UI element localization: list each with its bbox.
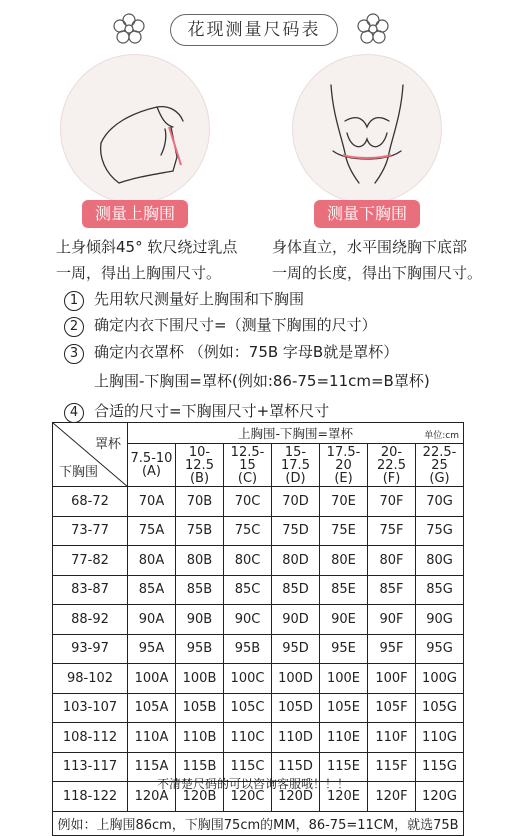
size-cell: 95B	[176, 634, 224, 664]
size-cell: 80F	[368, 546, 416, 576]
step-text: 合适的尺寸=下胸围尺寸+罩杯尺寸	[94, 402, 330, 420]
under-bust-label: 测量下胸围	[314, 200, 420, 228]
band-cell: 88-92	[53, 605, 128, 635]
size-cell: 85D	[272, 575, 320, 605]
size-cell: 85F	[368, 575, 416, 605]
cup-header-e	[320, 444, 368, 487]
cup-header-c	[224, 444, 272, 487]
size-cell: 85C	[224, 575, 272, 605]
cup-header-f	[368, 444, 416, 487]
size-cell: 75G	[416, 516, 464, 546]
size-table	[52, 422, 464, 836]
size-cell: 70A	[128, 487, 176, 517]
size-cell: 120F	[368, 782, 416, 812]
size-cell: 90B	[176, 605, 224, 635]
size-cell: 70D	[272, 487, 320, 517]
size-cell: 120A	[128, 782, 176, 812]
size-cell: 90C	[224, 605, 272, 635]
size-cell: 100A	[128, 664, 176, 694]
table-row	[53, 693, 464, 723]
table-row	[53, 575, 464, 605]
size-cell: 85G	[416, 575, 464, 605]
band-cell: 113-117	[53, 752, 128, 782]
step-4	[64, 400, 329, 423]
size-cell: 90E	[320, 605, 368, 635]
step-text: 确定内衣罩杯 （例如：75B 字母B就是罩杯）	[94, 343, 399, 361]
size-cell: 80G	[416, 546, 464, 576]
size-cell: 110E	[320, 723, 368, 753]
size-cell: 115B	[176, 752, 224, 782]
size-cell: 120E	[320, 782, 368, 812]
size-cell: 110B	[176, 723, 224, 753]
under-bust-desc-1: 身体直立，水平围绕胸下底部	[272, 238, 468, 256]
table-corner	[53, 423, 128, 487]
cup-letter: (D)	[285, 470, 306, 486]
cup-header-a	[128, 444, 176, 487]
size-cell: 95D	[272, 634, 320, 664]
size-cell: 95F	[368, 634, 416, 664]
size-cell: 70B	[176, 487, 224, 517]
upper-bust-label: 测量上胸围	[82, 200, 188, 228]
under-bust-desc-2: 一周的长度，得出下胸围尺寸。	[272, 264, 483, 282]
cup-header-b	[176, 444, 224, 487]
cup-range: 7.5-10	[130, 451, 173, 466]
size-cell: 80A	[128, 546, 176, 576]
size-rows	[53, 487, 464, 812]
table-row	[53, 634, 464, 664]
cup-letter: (C)	[237, 470, 258, 486]
size-cell: 85B	[176, 575, 224, 605]
size-cell: 95B	[224, 634, 272, 664]
size-cell: 70F	[368, 487, 416, 517]
size-cell: 115A	[128, 752, 176, 782]
upper-bust-desc-2: 一周，得出上胸围尺寸。	[56, 264, 222, 282]
size-cell: 70C	[224, 487, 272, 517]
upper-bust-desc-1: 上身倾斜45° 软尺绕过乳点	[56, 238, 238, 256]
band-cell: 103-107	[53, 693, 128, 723]
cup-range: 15-17.5	[281, 444, 310, 473]
cup-range: 10-12.5	[185, 444, 214, 473]
cup-letter: (F)	[382, 470, 401, 486]
size-cell: 90G	[416, 605, 464, 635]
size-cell: 85E	[320, 575, 368, 605]
size-cell: 80C	[224, 546, 272, 576]
step-number: 1	[64, 291, 84, 311]
size-cell: 115E	[320, 752, 368, 782]
step-text: 先用软尺测量好上胸围和下胸围	[94, 290, 305, 308]
cup-range: 17.5-20	[326, 444, 361, 473]
upper-bust-illustration	[60, 54, 210, 204]
size-cell: 85A	[128, 575, 176, 605]
flower-icon-left	[112, 12, 146, 46]
cup-range: 12.5-15	[230, 444, 265, 473]
size-cell: 75C	[224, 516, 272, 546]
size-cell: 95A	[128, 634, 176, 664]
size-cell: 120D	[272, 782, 320, 812]
cup-letter: (E)	[334, 470, 353, 486]
size-cell: 120C	[224, 782, 272, 812]
size-cell: 80E	[320, 546, 368, 576]
size-cell: 110F	[368, 723, 416, 753]
band-cell: 77-82	[53, 546, 128, 576]
size-cell: 105A	[128, 693, 176, 723]
size-cell: 100F	[368, 664, 416, 694]
unit-label: 单位:cm	[424, 431, 459, 441]
step-2	[64, 314, 377, 337]
size-cell: 105G	[416, 693, 464, 723]
under-bust-illustration	[292, 54, 442, 204]
size-cell: 100E	[320, 664, 368, 694]
corner-band-label: 下胸围	[59, 465, 99, 480]
size-cell: 70E	[320, 487, 368, 517]
table-row	[53, 546, 464, 576]
band-cell: 73-77	[53, 516, 128, 546]
table-row	[53, 723, 464, 753]
band-cell: 83-87	[53, 575, 128, 605]
size-cell: 105F	[368, 693, 416, 723]
size-cell: 90A	[128, 605, 176, 635]
band-cell: 68-72	[53, 487, 128, 517]
step-3-formula	[94, 370, 430, 391]
band-cell: 108-112	[53, 723, 128, 753]
size-cell: 105E	[320, 693, 368, 723]
band-cell: 93-97	[53, 634, 128, 664]
size-cell: 80D	[272, 546, 320, 576]
cup-letter: (A)	[141, 464, 162, 479]
step-3	[64, 341, 398, 364]
size-cell: 90D	[272, 605, 320, 635]
size-cell: 115F	[368, 752, 416, 782]
step-number: 4	[64, 403, 84, 423]
size-cell: 110D	[272, 723, 320, 753]
step-text: 上胸围-下胸围=罩杯(例如:86-75=11cm=B罩杯)	[94, 372, 430, 390]
size-cell: 95E	[320, 634, 368, 664]
cup-range: 20-22.5	[377, 444, 406, 473]
band-cell: 118-122	[53, 782, 128, 812]
size-cell: 115G	[416, 752, 464, 782]
table-row	[53, 605, 464, 635]
span-header-text: 上胸围-下胸围=罩杯	[238, 426, 353, 441]
size-cell: 100G	[416, 664, 464, 694]
step-number: 3	[64, 344, 84, 364]
size-cell: 95G	[416, 634, 464, 664]
size-cell: 105D	[272, 693, 320, 723]
corner-cup-label: 罩杯	[94, 437, 121, 452]
example-note: 例如：上胸围86cm，下胸围75cm的MM，86-75=11CM，就选75B	[53, 811, 464, 835]
size-cell: 75B	[176, 516, 224, 546]
size-cell: 105B	[176, 693, 224, 723]
step-text: 确定内衣下围尺寸=（测量下胸围的尺寸）	[94, 316, 377, 334]
step-1	[64, 288, 304, 311]
cup-letter: (G)	[429, 470, 450, 486]
size-cell: 75F	[368, 516, 416, 546]
size-cell: 100B	[176, 664, 224, 694]
size-cell: 75A	[128, 516, 176, 546]
cup-range: 22.5-25	[422, 444, 457, 473]
size-cell: 75E	[320, 516, 368, 546]
size-cell: 110G	[416, 723, 464, 753]
cup-header-d	[272, 444, 320, 487]
footer-note: 不清楚尺码的可以咨询客服哦！！！	[156, 777, 349, 791]
size-cell: 105C	[224, 693, 272, 723]
flower-icon-right	[356, 12, 390, 46]
size-cell: 120B	[176, 782, 224, 812]
page-title: 花现测量尺码表	[170, 14, 338, 46]
size-cell: 115C	[224, 752, 272, 782]
size-cell: 100D	[272, 664, 320, 694]
size-cell: 115D	[272, 752, 320, 782]
table-row	[53, 487, 464, 517]
size-cell: 75D	[272, 516, 320, 546]
cup-letter: (B)	[189, 470, 210, 486]
table-row	[53, 516, 464, 546]
size-cell: 120G	[416, 782, 464, 812]
step-number: 2	[64, 317, 84, 337]
size-cell: 110A	[128, 723, 176, 753]
size-cell: 90F	[368, 605, 416, 635]
size-cell: 80B	[176, 546, 224, 576]
size-cell: 110C	[224, 723, 272, 753]
span-header	[128, 423, 464, 444]
cup-header-g	[416, 444, 464, 487]
size-cell: 70G	[416, 487, 464, 517]
band-cell: 98-102	[53, 664, 128, 694]
size-cell: 100C	[224, 664, 272, 694]
table-row	[53, 664, 464, 694]
